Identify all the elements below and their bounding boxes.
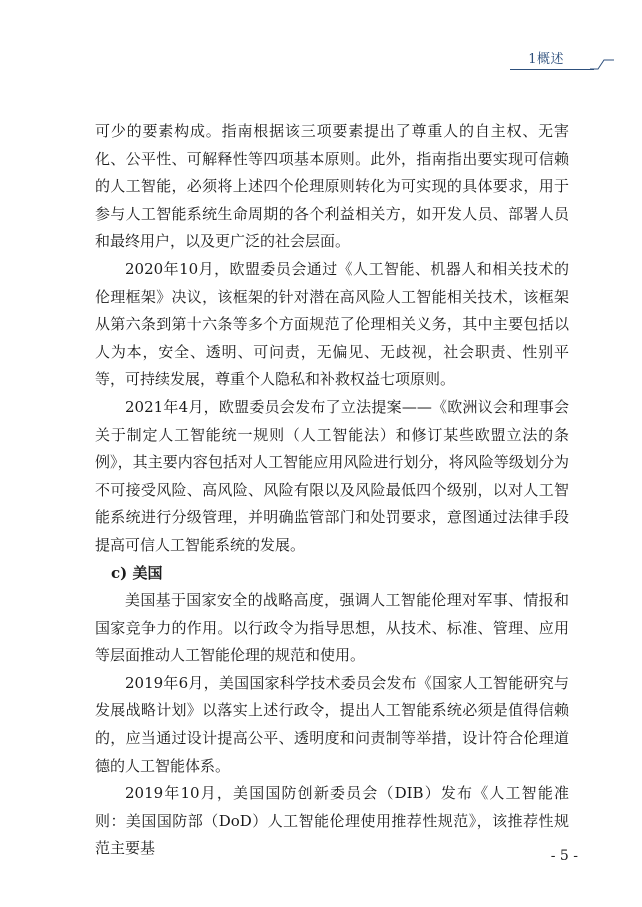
page-header: [0, 38, 642, 78]
paragraph-eu-guideline-continuation: 可少的要素构成。指南根据该三项要素提出了尊重人的自主权、无害化、公平性、可解释性等四项基本原则。此外，指南指出要实现可信赖的人工智能，必须将上述四个伦理原则转化为可实现的具体要求，用于参与人工智能系统生命周期的各个利益相关方，如开发人员、部署人员和最终用户，以及更广泛的社会层面。: [95, 122, 569, 251]
chapter-label: 1概述: [528, 52, 564, 67]
paragraph-eu-2020-framework: 2020年10月，欧盟委员会通过《人工智能、机器人和相关技术的伦理框架》决议，该框架的针对潜在高风险人工智能相关技术，该框架从第六条到第十六条等多个方面规范了伦理相关义务，其中主要包括以人为本，安全、透明、可问责，无偏见、无歧视，社会职责、性别平等，可持续发展，尊重个人隐私和补救权益七项原则。: [95, 259, 569, 389]
section-heading-usa: c) 美国: [111, 563, 163, 582]
header-rule: [510, 69, 594, 70]
paragraph-usa-2019-october: 2019年10月，美国国防创新委员会（DIB）发布《人工智能准则：美国国防部（DoD）人工智能伦理使用推荐性规范》，该推荐性规范主要基: [95, 784, 569, 858]
page-number: - 5 -: [550, 848, 578, 864]
document-body: [95, 118, 569, 863]
header-notch-decoration: [590, 58, 614, 70]
paragraph-eu-2021-proposal: 2021年4月，欧盟委员会发布了立法提案——《欧洲议会和理事会关于制定人工智能统一规则（人工智能法）和修订某些欧盟立法的条例》，其主要内容包括对人工智能应用风险进行划分，将风险等级划分为不可接受风险、高风险、风险有限以及风险最低四个级别，以对人工智能系统进行分级管理，并明确监管部门和处罚要求，意图通过法律手段提高可信人工智能系统的发展。: [95, 397, 569, 554]
paragraph-usa-overview: 美国基于国家安全的战略高度，强调人工智能伦理对军事、情报和国家竞争力的作用。以行政令为指导思想，从技术、标准、管理、应用等层面推动人工智能伦理的规范和使用。: [95, 591, 569, 665]
paragraph-usa-2019-june: 2019年6月，美国国家科学技术委员会发布《国家人工智能研究与发展战略计划》以落实上述行政令，提出人工智能系统必须是值得信赖的，应当通过设计提高公平、透明度和问责制等举措，设计符合伦理道德的人工智能体系。: [95, 673, 569, 775]
